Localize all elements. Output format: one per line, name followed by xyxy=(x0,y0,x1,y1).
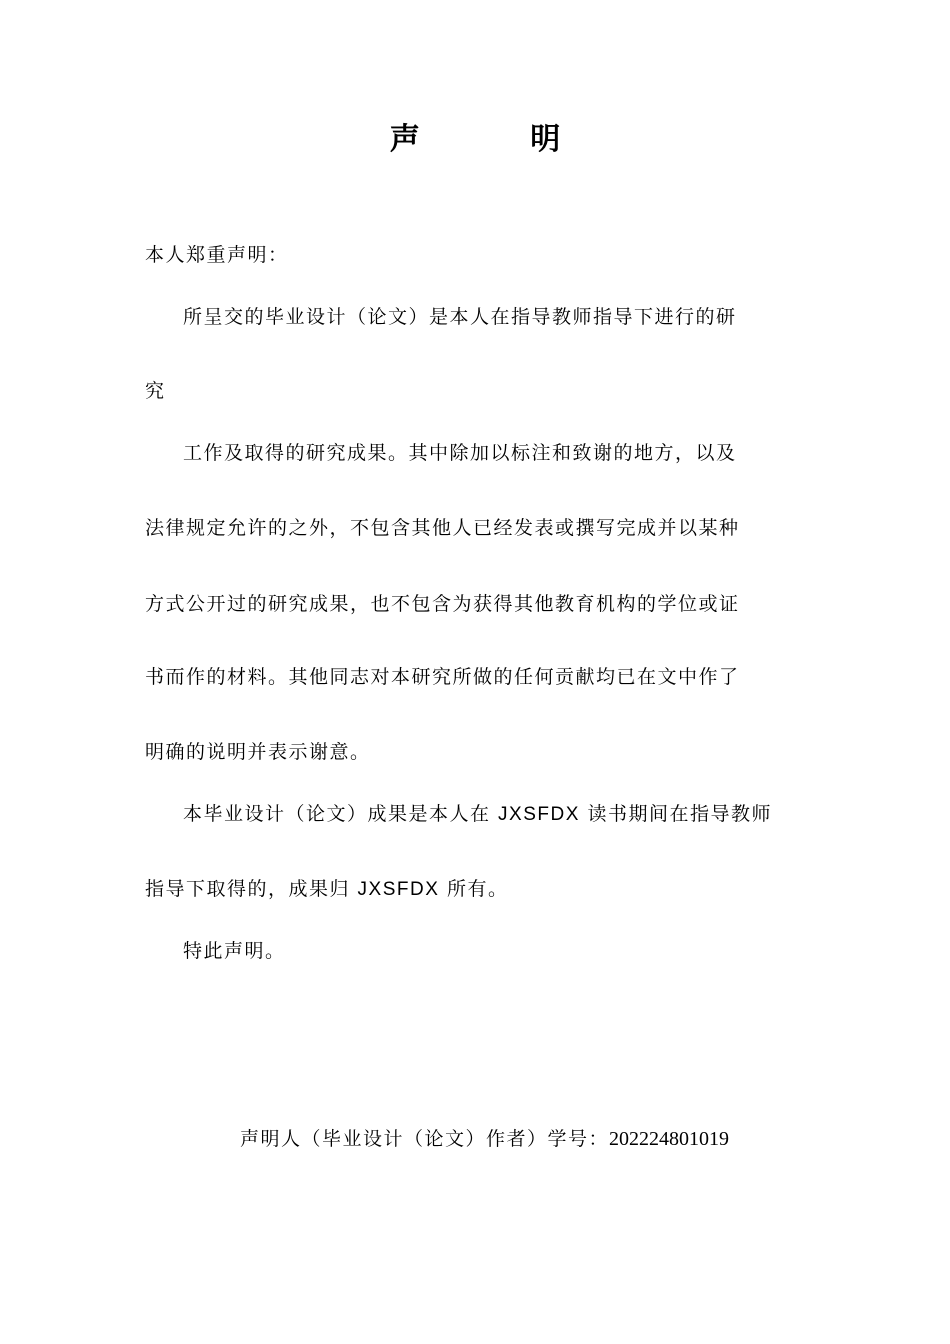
closing-line: 特此声明。 xyxy=(183,940,286,962)
signature-line xyxy=(240,1124,729,1154)
body-line-1: 所呈交的毕业设计（论文）是本人在指导教师指导下进行的研 xyxy=(183,306,737,328)
para2-line-1-text-a: 本毕业设计（论文）成果是本人在 xyxy=(183,803,499,825)
para2-line-2-text-a: 指导下取得的，成果归 xyxy=(145,878,358,900)
para2-line-1-text-c: 读书期间在指导教师 xyxy=(579,803,772,825)
opening-line: 本人郑重声明： xyxy=(145,244,289,266)
page-title: 声 明 xyxy=(389,122,611,157)
para2-line-2 xyxy=(145,874,508,905)
body-line-3: 工作及取得的研究成果。其中除加以标注和致谢的地方，以及 xyxy=(183,442,737,464)
para2-line-1 xyxy=(183,799,772,830)
institution-abbrev: JXSFDX xyxy=(498,804,580,825)
body-line-5: 方式公开过的研究成果，也不包含为获得其他教育机构的学位或证 xyxy=(145,593,740,615)
body-line-7: 明确的说明并表示谢意。 xyxy=(145,741,371,763)
body-line-2: 究 xyxy=(145,380,166,402)
para2-line-2-text-c: 所有。 xyxy=(439,878,509,900)
student-id: 202224801019 xyxy=(609,1128,730,1150)
body-line-4: 法律规定允许的之外，不包含其他人已经发表或撰写完成并以某种 xyxy=(145,517,740,539)
institution-abbrev: JXSFDX xyxy=(357,879,440,900)
signature-label: 声明人（毕业设计（论文）作者）学号： xyxy=(240,1128,610,1150)
body-line-6: 书而作的材料。其他同志对本研究所做的任何贡献均已在文中作了 xyxy=(145,666,740,688)
